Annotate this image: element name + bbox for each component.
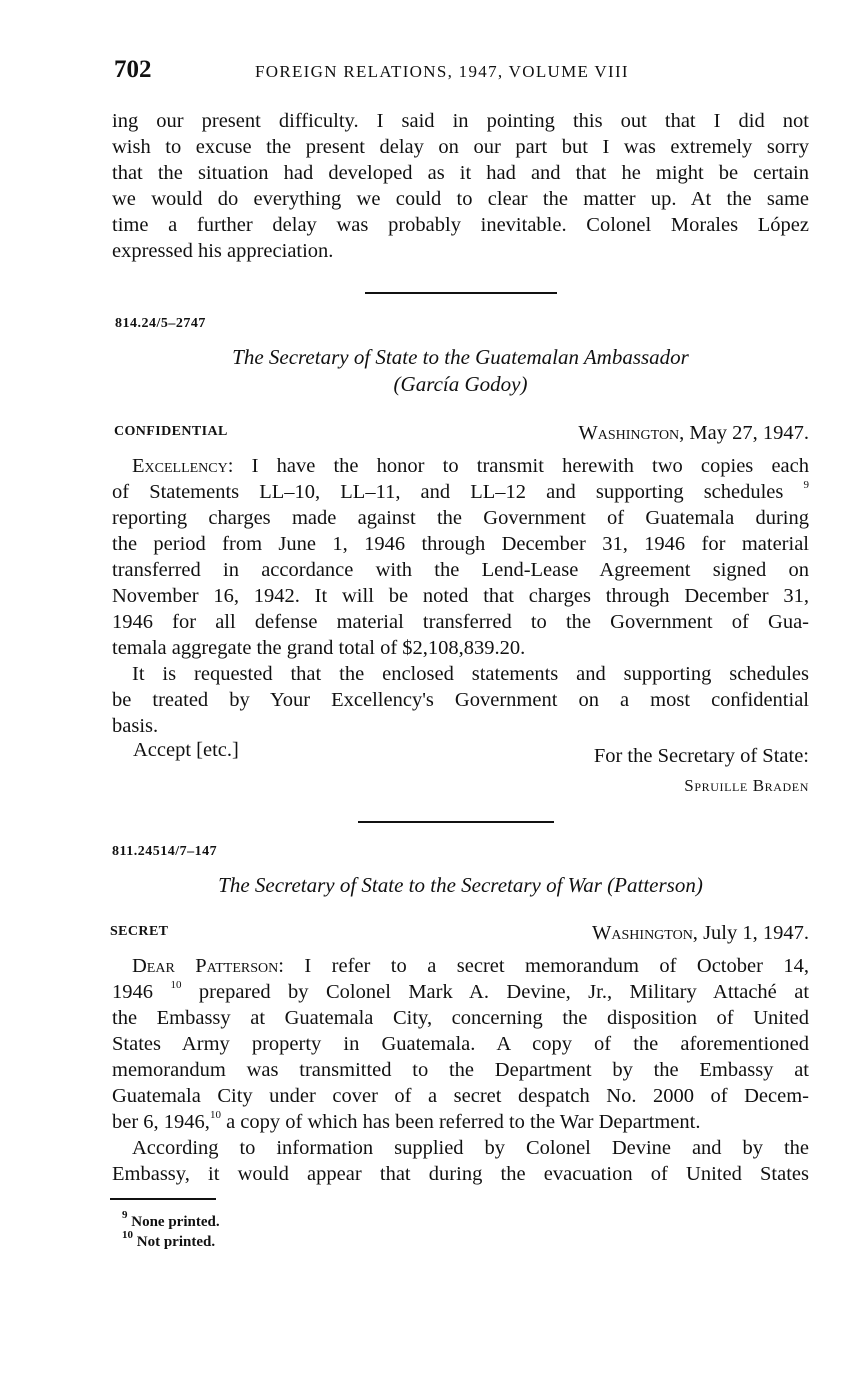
text-line: wish to excuse the present delay on our part but I was extremely sorry bbox=[112, 136, 809, 158]
footnote bbox=[122, 1229, 216, 1251]
document-title bbox=[112, 344, 809, 398]
document-title-line: (García Godoy) bbox=[393, 372, 528, 396]
text-line: temala aggregate the grand total of $2,108,839.20. bbox=[112, 637, 526, 659]
text-line: that the situation had developed as it had and that he might be certain bbox=[112, 162, 809, 184]
text-line: expressed his appreciation. bbox=[112, 240, 334, 262]
text-line: transferred in accordance with the Lend-Lease Agreement signed on bbox=[112, 559, 809, 581]
text-line bbox=[112, 1109, 809, 1135]
text-line: the period from June 1, 1946 through December 31, 1946 for material bbox=[112, 533, 809, 555]
text-line bbox=[112, 453, 809, 479]
closing: Accept [etc.] bbox=[133, 739, 239, 761]
section-divider bbox=[358, 821, 554, 823]
signature: Spruille Braden bbox=[684, 776, 809, 795]
footnote-text: Not printed. bbox=[136, 1234, 216, 1250]
letter-body bbox=[112, 453, 809, 739]
dateline-city: Washington, bbox=[578, 422, 685, 444]
text-line: basis. bbox=[112, 715, 159, 737]
footnote-ref: 10 bbox=[209, 1109, 221, 1122]
text-segment: prepared by Colonel Mark A. Devine, Jr., Military Attaché at bbox=[181, 981, 810, 1003]
text-segment: : I have the honor to transmit herewith two copies each bbox=[227, 455, 809, 477]
text-segment: 1946 bbox=[112, 981, 153, 1003]
document-title-text: The Secretary of State to the Secretary of War bbox=[218, 873, 602, 897]
page-number: 702 bbox=[114, 56, 152, 83]
salutation: Excellency bbox=[132, 455, 228, 477]
dateline-date: May 27, 1947. bbox=[689, 422, 809, 444]
file-reference: 811.24514/7–147 bbox=[112, 844, 218, 859]
file-reference: 814.24/5–2747 bbox=[115, 316, 206, 331]
footnote-ref: 10 bbox=[170, 979, 182, 992]
dateline bbox=[578, 422, 809, 445]
footnote-divider bbox=[110, 1198, 216, 1200]
text-line: ing our present difficulty. I said in pointing this out that I did not bbox=[112, 110, 809, 132]
dateline-city: Washington, bbox=[592, 922, 698, 944]
classification-label: CONFIDENTIAL bbox=[114, 424, 228, 439]
text-line bbox=[112, 953, 809, 979]
text-line: It is requested that the enclosed statements and supporting schedules bbox=[132, 663, 809, 685]
text-line: Embassy, it would appear that during the evacuation of United States bbox=[112, 1163, 809, 1185]
text-line: reporting charges made against the Government of Guatemala during bbox=[112, 507, 809, 529]
document-title bbox=[112, 872, 809, 899]
text-line: 1946 for all defense material transferred to the Government of Gua- bbox=[112, 611, 809, 633]
text-line bbox=[112, 979, 809, 1005]
text-line: States Army property in Guatemala. A copy of the aforementioned bbox=[112, 1033, 809, 1055]
text-line: November 16, 1942. It will be noted that charges through December 31, bbox=[112, 585, 809, 607]
footnote bbox=[122, 1209, 220, 1231]
section-divider bbox=[365, 292, 557, 294]
footnote-mark: 10 bbox=[122, 1229, 133, 1241]
text-line: memorandum was transmitted to the Department by the Embassy at bbox=[112, 1059, 809, 1081]
text-line: be treated by Your Excellency's Government on a most confidential bbox=[112, 689, 809, 711]
dateline bbox=[592, 922, 809, 945]
text-line: we would do everything we could to clear the matter up. At the same bbox=[112, 188, 809, 210]
running-title: FOREIGN RELATIONS, 1947, VOLUME VIII bbox=[255, 62, 629, 81]
text-line bbox=[112, 479, 809, 505]
closing-attribution: For the Secretary of State: bbox=[593, 745, 809, 767]
footnote-ref: 9 bbox=[803, 479, 810, 492]
text-segment: of Statements LL–10, LL–11, and LL–12 and supporting schedules bbox=[112, 481, 784, 503]
text-segment: ber 6, 1946, bbox=[112, 1111, 210, 1133]
dateline-date: July 1, 1947. bbox=[703, 922, 809, 944]
document-title-line: The Secretary of State to the Guatemalan Ambassador bbox=[232, 345, 689, 369]
letter-body bbox=[112, 953, 809, 1187]
text-line: Guatemala City under cover of a secret despatch No. 2000 of Decem- bbox=[112, 1085, 809, 1107]
document-title-paren: (Patterson) bbox=[607, 873, 703, 897]
text-line: the Embassy at Guatemala City, concerning the disposition of United bbox=[112, 1007, 809, 1029]
footnote-text: None printed. bbox=[131, 1214, 220, 1230]
classification-label: SECRET bbox=[110, 924, 169, 939]
text-segment: : I refer to a secret memorandum of October 14, bbox=[278, 955, 809, 977]
text-line: According to information supplied by Colonel Devine and by the bbox=[132, 1137, 809, 1159]
footnote-mark: 9 bbox=[122, 1209, 128, 1221]
salutation: Dear Patterson bbox=[132, 955, 279, 977]
text-segment: a copy of which has been referred to the War Department. bbox=[220, 1111, 701, 1133]
text-line: time a further delay was probably inevitable. Colonel Morales López bbox=[112, 214, 809, 236]
intro-paragraph bbox=[112, 108, 809, 264]
